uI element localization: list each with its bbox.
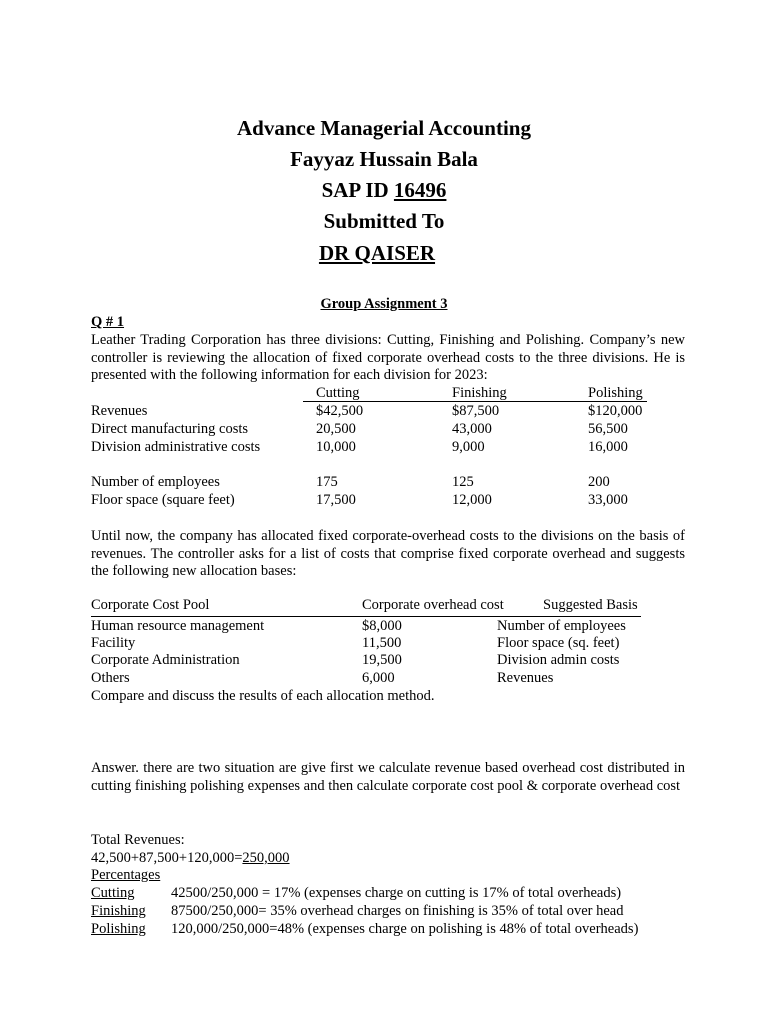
pool-header-basis: Suggested Basis (543, 597, 638, 613)
cell: 9,000 (452, 439, 485, 455)
course-title: Advance Managerial Accounting (237, 116, 531, 140)
cell: 20,500 (316, 421, 356, 437)
total-revenues-label: Total Revenues: (91, 832, 185, 848)
basis-cell: Number of employees (497, 618, 626, 634)
pool-cell: Others (91, 670, 130, 686)
intro-paragraph: Leather Trading Corporation has three divisions: Cutting, Finishing and Polishing. Company’s new controller is reviewing the allocation of fixed corporate overhead costs to the three divisions. He is presented with the following information for each division for 2023: (91, 332, 685, 383)
basis-cell: Floor space (sq. feet) (497, 635, 620, 651)
row-label: Direct manufacturing costs (91, 421, 249, 437)
submitted-to: Submitted To (323, 209, 445, 233)
pct-label: Polishing (91, 921, 146, 937)
pool-header-rule (91, 616, 641, 617)
total-calc-expression: 42,500+87,500+120,000= (91, 850, 243, 866)
cell: 12,000 (452, 492, 492, 508)
pct-label: Cutting (91, 885, 135, 901)
student-name: Fayyaz Hussain Bala (290, 147, 478, 171)
row-label: Division administrative costs (91, 439, 261, 455)
assignment-title: Group Assignment 3 (320, 296, 448, 312)
sap-id-line (0, 178, 768, 203)
pool-cell: Facility (91, 635, 136, 651)
cell: 33,000 (588, 492, 628, 508)
pool-cell: Human resource management (91, 618, 265, 634)
pct-text: 42500/250,000 = 17% (expenses charge on cutting is 17% of total overheads) (171, 885, 622, 901)
pct-text: 87500/250,000= 35% overhead charges on finishing is 35% of total over head (171, 903, 624, 919)
division-header-finishing: Finishing (452, 385, 507, 401)
pct-text: 120,000/250,000=48% (expenses charge on polishing is 48% of total overheads) (171, 921, 639, 937)
cell: 43,000 (452, 421, 492, 437)
percentages-label: Percentages (91, 867, 161, 883)
pool-cell: Corporate Administration (91, 652, 240, 668)
sap-id-prefix: SAP ID (321, 178, 394, 202)
cell: 200 (588, 474, 610, 490)
cell: $42,500 (316, 403, 364, 419)
cost-cell: 11,500 (362, 635, 402, 651)
allocation-paragraph: Until now, the company has allocated fixed corporate-overhead costs to the divisions on the basis of revenues. The controller asks for a list of costs that comprise fixed corporate overhead and suggests the following new allocation bases: (91, 528, 685, 579)
cell: 175 (316, 474, 338, 490)
pct-label: Finishing (91, 903, 146, 919)
pool-header-pool: Corporate Cost Pool (91, 597, 210, 613)
division-header-rule (303, 401, 647, 402)
cost-cell: $8,000 (362, 618, 402, 634)
cell: $120,000 (588, 403, 643, 419)
teacher-name: DR QAISER (318, 241, 436, 265)
cell: 10,000 (316, 439, 356, 455)
row-label: Revenues (91, 403, 148, 419)
instruction-line: Compare and discuss the results of each allocation method. (91, 688, 435, 704)
total-revenues-calc (91, 850, 290, 868)
basis-cell: Division admin costs (497, 652, 620, 668)
total-calc-value: 250,000 (242, 850, 290, 866)
cost-cell: 6,000 (362, 670, 395, 686)
cell: 16,000 (588, 439, 628, 455)
basis-cell: Revenues (497, 670, 554, 686)
answer-paragraph: Answer. there are two situation are give first we calculate revenue based overhead cost distributed in cutting finishing polishing expenses and then calculate corporate cost pool & corporate overhead cost (91, 760, 685, 794)
division-header-polishing: Polishing (588, 385, 643, 401)
cell: 125 (452, 474, 474, 490)
cell: 56,500 (588, 421, 628, 437)
pool-header-cost: Corporate overhead cost (362, 597, 504, 613)
sap-id-value: 16496 (393, 178, 447, 202)
cell: $87,500 (452, 403, 500, 419)
question-label: Q # 1 (91, 314, 125, 330)
division-header-cutting: Cutting (316, 385, 360, 401)
cost-cell: 19,500 (362, 652, 402, 668)
row-label: Floor space (square feet) (91, 492, 235, 508)
cell: 17,500 (316, 492, 356, 508)
row-label: Number of employees (91, 474, 220, 490)
